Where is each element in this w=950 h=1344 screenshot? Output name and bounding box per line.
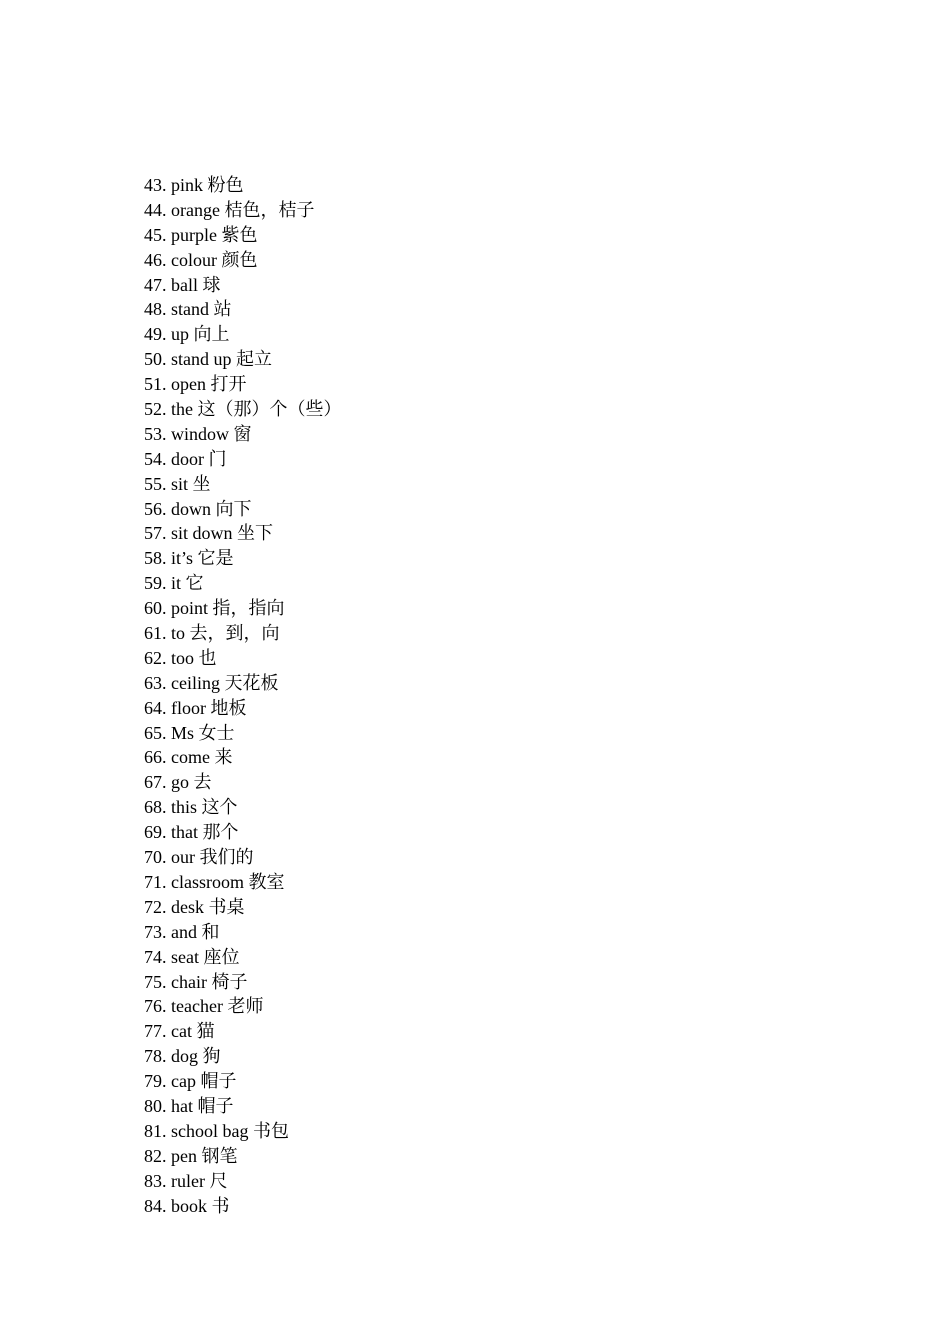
vocabulary-item: 53. window 窗: [144, 423, 252, 444]
vocabulary-item: 54. door 门: [144, 448, 227, 469]
vocabulary-item: 68. this 这个: [144, 797, 238, 818]
vocabulary-item: 56. down 向下: [144, 498, 252, 519]
vocabulary-item: 52. the 这（那）个（些）: [144, 399, 342, 420]
vocabulary-item: 76. teacher 老师: [144, 996, 264, 1017]
vocabulary-item: 57. sit down 坐下: [144, 523, 274, 544]
vocabulary-item: 46. colour 颜色: [144, 249, 258, 270]
vocabulary-item: 70. our 我们的: [144, 847, 254, 868]
vocabulary-item: 45. purple 紫色: [144, 224, 258, 245]
vocabulary-item: 67. go 去: [144, 772, 212, 793]
vocabulary-item: 78. dog 狗: [144, 1046, 221, 1067]
vocabulary-item: 69. that 那个: [144, 822, 239, 843]
vocabulary-item: 47. ball 球: [144, 274, 221, 295]
vocabulary-item: 79. cap 帽子: [144, 1071, 237, 1092]
vocabulary-item: 77. cat 猫: [144, 1021, 215, 1042]
vocabulary-item: 84. book 书: [144, 1195, 230, 1216]
vocabulary-item: 72. desk 书桌: [144, 896, 245, 917]
vocabulary-item: 66. come 来: [144, 747, 233, 768]
vocabulary-item: 48. stand 站: [144, 299, 232, 320]
vocabulary-item: 80. hat 帽子: [144, 1095, 234, 1116]
vocabulary-item: 71. classroom 教室: [144, 871, 285, 892]
vocabulary-item: 64. floor 地板: [144, 697, 247, 718]
vocabulary-item: 73. and 和: [144, 921, 220, 942]
vocabulary-item: 43. pink 粉色: [144, 175, 244, 195]
vocabulary-item: 63. ceiling 天花板: [144, 672, 279, 693]
vocabulary-item: 58. it’s 它是: [144, 548, 234, 569]
vocabulary-item: 75. chair 椅子: [144, 971, 248, 992]
vocabulary-item: 59. it 它: [144, 573, 204, 594]
vocabulary-item: 55. sit 坐: [144, 473, 211, 494]
vocabulary-item: 82. pen 钢笔: [144, 1145, 238, 1166]
vocabulary-item: 65. Ms 女士: [144, 722, 235, 743]
vocabulary-item: 61. to 去，到，向: [144, 623, 280, 644]
vocabulary-item: 83. ruler 尺: [144, 1170, 228, 1191]
vocabulary-item: 50. stand up 起立: [144, 349, 272, 370]
vocabulary-item: 81. school bag 书包: [144, 1120, 289, 1141]
vocabulary-item: 49. up 向上: [144, 324, 230, 345]
vocabulary-item: 60. point 指，指向: [144, 598, 285, 619]
vocabulary-list: [144, 173, 342, 1218]
vocabulary-item: 44. orange 桔色，桔子: [144, 199, 315, 220]
vocabulary-item: 51. open 打开: [144, 374, 247, 395]
vocabulary-item: 74. seat 座位: [144, 946, 240, 967]
vocabulary-item: 62. too 也: [144, 647, 217, 668]
